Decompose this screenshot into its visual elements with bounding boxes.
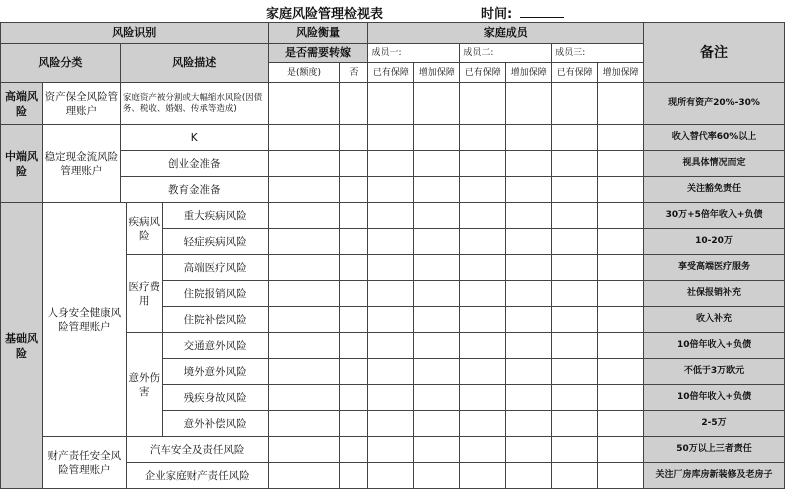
cell-yes-amount[interactable] bbox=[268, 411, 340, 437]
cell-m2-add[interactable] bbox=[506, 203, 552, 229]
cell-m3-add[interactable] bbox=[598, 359, 644, 385]
cell-m1-add[interactable] bbox=[414, 463, 460, 489]
header-remarks: 备注 bbox=[644, 23, 785, 83]
member2-field[interactable]: 成员二: bbox=[460, 44, 552, 63]
cell-m3-has[interactable] bbox=[552, 151, 598, 177]
remark-hospital-compensation: 收入补充 bbox=[644, 307, 785, 333]
risk-desc-accident-compensation: 意外补偿风险 bbox=[162, 411, 268, 437]
cell-m1-has[interactable] bbox=[368, 125, 414, 151]
cell-m1-add[interactable] bbox=[414, 333, 460, 359]
cell-yes-amount[interactable] bbox=[268, 437, 340, 463]
remark-case-by-case: 视具体情况而定 bbox=[644, 151, 785, 177]
cell-m3-add[interactable] bbox=[598, 151, 644, 177]
cell-m1-has[interactable] bbox=[368, 307, 414, 333]
cell-m2-has[interactable] bbox=[460, 437, 506, 463]
cell-m2-has[interactable] bbox=[460, 125, 506, 151]
cell-m3-add[interactable] bbox=[598, 255, 644, 281]
cell-m3-add[interactable] bbox=[598, 307, 644, 333]
header-risk-identification: 风险识别 bbox=[1, 23, 269, 44]
cell-m1-has[interactable] bbox=[368, 229, 414, 255]
cell-yes-amount[interactable] bbox=[268, 281, 340, 307]
cell-m2-add[interactable] bbox=[506, 437, 552, 463]
header-has-coverage-3: 已有保障 bbox=[552, 63, 598, 83]
remark-critical-illness: 30万+5倍年收入+负债 bbox=[644, 203, 785, 229]
header-add-coverage-1: 增加保障 bbox=[414, 63, 460, 83]
header-has-coverage-1: 已有保障 bbox=[368, 63, 414, 83]
category-base-risk: 基础风险 bbox=[1, 203, 43, 489]
category-mid-risk: 中端风险 bbox=[1, 125, 43, 203]
cell-no[interactable] bbox=[340, 333, 368, 359]
header-no: 否 bbox=[340, 63, 368, 83]
account-personal-health: 人身安全健康风险管理账户 bbox=[42, 203, 126, 437]
cell-no[interactable] bbox=[340, 151, 368, 177]
cell-m3-has[interactable] bbox=[552, 411, 598, 437]
cell-yes-amount[interactable] bbox=[268, 307, 340, 333]
remark-vehicle-liability: 50万以上三者责任 bbox=[644, 437, 785, 463]
cell-yes-amount[interactable] bbox=[268, 333, 340, 359]
cell-m1-has[interactable] bbox=[368, 411, 414, 437]
remark-disability-death: 10倍年收入+负债 bbox=[644, 385, 785, 411]
cell-yes-amount[interactable] bbox=[268, 255, 340, 281]
cell-m3-has[interactable] bbox=[552, 177, 598, 203]
cell-m2-add[interactable] bbox=[506, 177, 552, 203]
risk-desc-vehicle-liability: 汽车安全及责任风险 bbox=[126, 437, 268, 463]
cell-no[interactable] bbox=[340, 463, 368, 489]
cell-m1-add[interactable] bbox=[414, 229, 460, 255]
table-row bbox=[1, 437, 785, 463]
cell-m3-has[interactable] bbox=[552, 203, 598, 229]
cell-m1-add[interactable] bbox=[414, 411, 460, 437]
risk-desc-high-end-medical: 高端医疗风险 bbox=[162, 255, 268, 281]
group-illness: 疾病风险 bbox=[126, 203, 162, 255]
remark-hospital-reimburse: 社保报销补充 bbox=[644, 281, 785, 307]
cell-no[interactable] bbox=[340, 359, 368, 385]
cell-m2-has[interactable] bbox=[460, 463, 506, 489]
risk-desc-education-fund: 教育金准备 bbox=[120, 177, 268, 203]
risk-desc-asset-loss: 家庭资产被分割或大幅缩水风险(因债务、税收、婚姻、传承等造成) bbox=[120, 83, 268, 125]
risk-desc-k: K bbox=[120, 125, 268, 151]
remark-traffic-accident: 10倍年收入+负债 bbox=[644, 333, 785, 359]
cell-m1-add[interactable] bbox=[414, 83, 460, 125]
header-yes-amount: 是(额度) bbox=[268, 63, 340, 83]
risk-desc-overseas-accident: 境外意外风险 bbox=[162, 359, 268, 385]
cell-m3-has[interactable] bbox=[552, 307, 598, 333]
risk-desc-property-liability: 企业家庭财产责任风险 bbox=[126, 463, 268, 489]
cell-m2-add[interactable] bbox=[506, 229, 552, 255]
cell-no[interactable] bbox=[340, 255, 368, 281]
cell-m1-has[interactable] bbox=[368, 385, 414, 411]
cell-m1-add[interactable] bbox=[414, 307, 460, 333]
cell-m2-has[interactable] bbox=[460, 255, 506, 281]
cell-m2-add[interactable] bbox=[506, 255, 552, 281]
risk-desc-mild-illness: 轻症疾病风险 bbox=[162, 229, 268, 255]
cell-m2-add[interactable] bbox=[506, 151, 552, 177]
cell-m3-add[interactable] bbox=[598, 411, 644, 437]
cell-m1-add[interactable] bbox=[414, 385, 460, 411]
remark-mild-illness: 10-20万 bbox=[644, 229, 785, 255]
table-row bbox=[1, 83, 785, 125]
cell-m2-has[interactable] bbox=[460, 203, 506, 229]
header-family-members: 家庭成员 bbox=[368, 23, 644, 44]
group-medical: 医疗费用 bbox=[126, 255, 162, 333]
risk-desc-hospital-compensation: 住院补偿风险 bbox=[162, 307, 268, 333]
cell-m1-add[interactable] bbox=[414, 203, 460, 229]
cell-m3-has[interactable] bbox=[552, 229, 598, 255]
header-has-coverage-2: 已有保障 bbox=[460, 63, 506, 83]
cell-m3-add[interactable] bbox=[598, 229, 644, 255]
cell-m1-add[interactable] bbox=[414, 255, 460, 281]
risk-desc-critical-illness: 重大疾病风险 bbox=[162, 203, 268, 229]
cell-m2-has[interactable] bbox=[460, 229, 506, 255]
cell-m1-has[interactable] bbox=[368, 333, 414, 359]
risk-desc-hospital-reimburse: 住院报销风险 bbox=[162, 281, 268, 307]
cell-no[interactable] bbox=[340, 437, 368, 463]
cell-m3-add[interactable] bbox=[598, 463, 644, 489]
remark-overseas-accident: 不低于3万欧元 bbox=[644, 359, 785, 385]
cell-m3-has[interactable] bbox=[552, 437, 598, 463]
cell-no[interactable] bbox=[340, 229, 368, 255]
cell-no[interactable] bbox=[340, 83, 368, 125]
cell-no[interactable] bbox=[340, 203, 368, 229]
member3-field[interactable]: 成员三: bbox=[552, 44, 644, 63]
cell-m1-has[interactable] bbox=[368, 281, 414, 307]
cell-m2-has[interactable] bbox=[460, 411, 506, 437]
cell-m3-has[interactable] bbox=[552, 281, 598, 307]
risk-review-table bbox=[0, 22, 785, 489]
cell-m3-has[interactable] bbox=[552, 83, 598, 125]
cell-m2-add[interactable] bbox=[506, 281, 552, 307]
cell-m2-add[interactable] bbox=[506, 411, 552, 437]
cell-m3-add[interactable] bbox=[598, 177, 644, 203]
cell-yes-amount[interactable] bbox=[268, 203, 340, 229]
remark-property-liability: 关注厂房库房新装修及老房子 bbox=[644, 463, 785, 489]
cell-no[interactable] bbox=[340, 307, 368, 333]
cell-m3-has[interactable] bbox=[552, 359, 598, 385]
cell-yes-amount[interactable] bbox=[268, 385, 340, 411]
cell-m1-add[interactable] bbox=[414, 177, 460, 203]
account-property-liability: 财产责任安全风险管理账户 bbox=[42, 437, 126, 489]
header-risk-description: 风险描述 bbox=[120, 44, 268, 83]
header-risk-measure: 风险衡量 bbox=[268, 23, 368, 44]
cell-m1-has[interactable] bbox=[368, 463, 414, 489]
group-accident: 意外伤害 bbox=[126, 333, 162, 437]
cell-m1-add[interactable] bbox=[414, 151, 460, 177]
remark-asset-protection: 现所有资产20%-30% bbox=[644, 83, 785, 125]
cell-m1-has[interactable] bbox=[368, 437, 414, 463]
cell-m2-has[interactable] bbox=[460, 385, 506, 411]
header-add-coverage-2: 增加保障 bbox=[506, 63, 552, 83]
cell-yes-amount[interactable] bbox=[268, 359, 340, 385]
cell-m1-has[interactable] bbox=[368, 83, 414, 125]
time-label: 时间: bbox=[481, 7, 513, 22]
risk-desc-disability-death: 残疾身故风险 bbox=[162, 385, 268, 411]
cell-m2-add[interactable] bbox=[506, 83, 552, 125]
cell-yes-amount[interactable] bbox=[268, 151, 340, 177]
cell-m2-has[interactable] bbox=[460, 333, 506, 359]
cell-m2-add[interactable] bbox=[506, 385, 552, 411]
cell-m1-add[interactable] bbox=[414, 281, 460, 307]
cell-m2-has[interactable] bbox=[460, 281, 506, 307]
cell-m2-add[interactable] bbox=[506, 359, 552, 385]
cell-m3-has[interactable] bbox=[552, 125, 598, 151]
cell-m3-add[interactable] bbox=[598, 333, 644, 359]
cell-yes-amount[interactable] bbox=[268, 83, 340, 125]
remark-high-end-medical: 享受高端医疗服务 bbox=[644, 255, 785, 281]
cell-m2-has[interactable] bbox=[460, 151, 506, 177]
member1-field[interactable]: 成员一: bbox=[368, 44, 460, 63]
cell-m1-add[interactable] bbox=[414, 125, 460, 151]
cell-m3-add[interactable] bbox=[598, 281, 644, 307]
cell-no[interactable] bbox=[340, 411, 368, 437]
cell-m1-add[interactable] bbox=[414, 437, 460, 463]
time-input-line[interactable] bbox=[520, 17, 564, 18]
cell-no[interactable] bbox=[340, 281, 368, 307]
cell-no[interactable] bbox=[340, 385, 368, 411]
cell-m1-has[interactable] bbox=[368, 151, 414, 177]
category-high-risk: 高端风险 bbox=[1, 83, 43, 125]
page-title: 家庭风险管理检视表 bbox=[266, 7, 384, 22]
cell-m2-add[interactable] bbox=[506, 333, 552, 359]
cell-yes-amount[interactable] bbox=[268, 125, 340, 151]
header-risk-category: 风险分类 bbox=[1, 44, 121, 83]
title-bar bbox=[0, 0, 785, 22]
risk-desc-traffic-accident: 交通意外风险 bbox=[162, 333, 268, 359]
cell-m1-has[interactable] bbox=[368, 177, 414, 203]
table-row bbox=[1, 125, 785, 151]
cell-yes-amount[interactable] bbox=[268, 177, 340, 203]
account-stable-cashflow: 稳定现金流风险管理账户 bbox=[42, 125, 120, 203]
cell-m3-has[interactable] bbox=[552, 385, 598, 411]
cell-m3-add[interactable] bbox=[598, 385, 644, 411]
cell-m2-add[interactable] bbox=[506, 125, 552, 151]
remark-income-replacement: 收入替代率60%以上 bbox=[644, 125, 785, 151]
cell-m2-add[interactable] bbox=[506, 307, 552, 333]
remark-waiver: 关注豁免责任 bbox=[644, 177, 785, 203]
risk-desc-startup-fund: 创业金准备 bbox=[120, 151, 268, 177]
header-add-coverage-3: 增加保障 bbox=[598, 63, 644, 83]
cell-m1-add[interactable] bbox=[414, 359, 460, 385]
cell-m3-add[interactable] bbox=[598, 203, 644, 229]
cell-m3-has[interactable] bbox=[552, 255, 598, 281]
cell-m2-add[interactable] bbox=[506, 463, 552, 489]
cell-m2-has[interactable] bbox=[460, 307, 506, 333]
cell-m3-add[interactable] bbox=[598, 83, 644, 125]
cell-m1-has[interactable] bbox=[368, 359, 414, 385]
remark-accident-compensation: 2-5万 bbox=[644, 411, 785, 437]
cell-m3-add[interactable] bbox=[598, 125, 644, 151]
cell-m3-has[interactable] bbox=[552, 463, 598, 489]
cell-m3-has[interactable] bbox=[552, 333, 598, 359]
table-row bbox=[1, 203, 785, 229]
cell-m2-has[interactable] bbox=[460, 177, 506, 203]
cell-m3-add[interactable] bbox=[598, 437, 644, 463]
cell-no[interactable] bbox=[340, 177, 368, 203]
cell-yes-amount[interactable] bbox=[268, 463, 340, 489]
cell-m1-has[interactable] bbox=[368, 255, 414, 281]
cell-m2-has[interactable] bbox=[460, 359, 506, 385]
header-need-transfer: 是否需要转嫁 bbox=[268, 44, 368, 63]
cell-no[interactable] bbox=[340, 125, 368, 151]
cell-yes-amount[interactable] bbox=[268, 229, 340, 255]
account-asset-protection: 资产保全风险管理账户 bbox=[42, 83, 120, 125]
cell-m2-has[interactable] bbox=[460, 83, 506, 125]
cell-m1-has[interactable] bbox=[368, 203, 414, 229]
